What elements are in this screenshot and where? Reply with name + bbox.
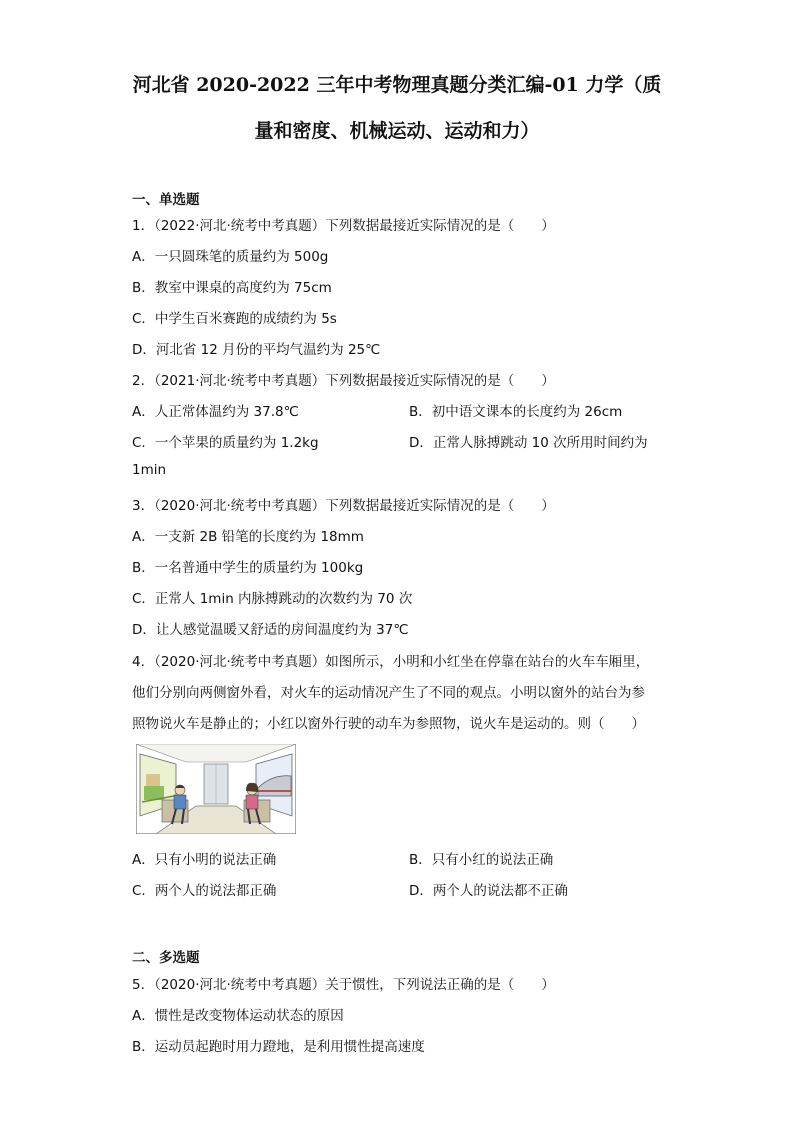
document-title-line2: 量和密度、机械运动、运动和力） (254, 120, 540, 142)
question-5-stem: 5．（2020·河北·统考中考真题）关于惯性，下列说法正确的是（ ） (132, 977, 555, 993)
question-1-option-d: D．河北省 12 月份的平均气温约为 25℃ (132, 342, 381, 358)
question-4-stem-line3: 照物说火车是静止的；小红以窗外行驶的动车为参照物，说火车是运动的。则（ ） (132, 716, 645, 732)
question-1-option-b: B．教室中课桌的高度约为 75cm (132, 280, 332, 296)
question-4-option-a: A．只有小明的说法正确 (132, 852, 277, 868)
question-2-option-a: A．人正常体温约为 37.8℃ (132, 404, 299, 420)
question-5-option-a: A．惯性是改变物体运动状态的原因 (132, 1008, 344, 1024)
question-3-stem: 3．（2020·河北·统考中考真题）下列数据最接近实际情况的是（ ） (132, 498, 555, 514)
question-4-option-c: C．两个人的说法都正确 (132, 883, 277, 899)
question-3-option-c: C．正常人 1min 内脉搏跳动的次数约为 70 次 (132, 591, 413, 607)
question-1-stem: 1．（2022·河北·统考中考真题）下列数据最接近实际情况的是（ ） (132, 218, 555, 234)
question-3-option-b: B．一名普通中学生的质量约为 100kg (132, 560, 364, 576)
question-5-option-b: B．运动员起跑时用力蹬地，是利用惯性提高速度 (132, 1039, 425, 1055)
question-3-option-d: D．让人感觉温暖又舒适的房间温度约为 37℃ (132, 622, 409, 638)
document-title-line1: 河北省 2020-2022 三年中考物理真题分类汇编-01 力学（质 (132, 74, 662, 96)
train-carriage-illustration (136, 744, 296, 834)
question-2-option-d: D．正常人脉搏跳动 10 次所用时间约为 (409, 435, 648, 451)
question-4-stem-line2: 他们分别向两侧窗外看，对火车的运动情况产生了不同的观点。小明以窗外的站台为参 (132, 685, 645, 701)
question-1-option-a: A．一只圆珠笔的质量约为 500g (132, 249, 329, 265)
question-4-stem-line1: 4．（2020·河北·统考中考真题）如图所示，小明和小红坐在停靠在站台的火车车厢里， (132, 654, 650, 670)
question-2-option-c: C．一个苹果的质量约为 1.2kg (132, 435, 319, 451)
section-heading-multiple-choice: 二、多选题 (132, 950, 200, 966)
section-heading-single-choice: 一、单选题 (132, 192, 200, 208)
question-2-option-d-continued: 1min (132, 462, 167, 478)
question-3-option-a: A．一支新 2B 铅笔的长度约为 18mm (132, 529, 364, 545)
question-1-option-c: C．中学生百米赛跑的成绩约为 5s (132, 311, 337, 327)
question-4-option-b: B．只有小红的说法正确 (409, 852, 554, 868)
question-2-option-b: B．初中语文课本的长度约为 26cm (409, 404, 623, 420)
question-4-option-d: D．两个人的说法都不正确 (409, 883, 568, 899)
question-2-stem: 2．（2021·河北·统考中考真题）下列数据最接近实际情况的是（ ） (132, 373, 555, 389)
